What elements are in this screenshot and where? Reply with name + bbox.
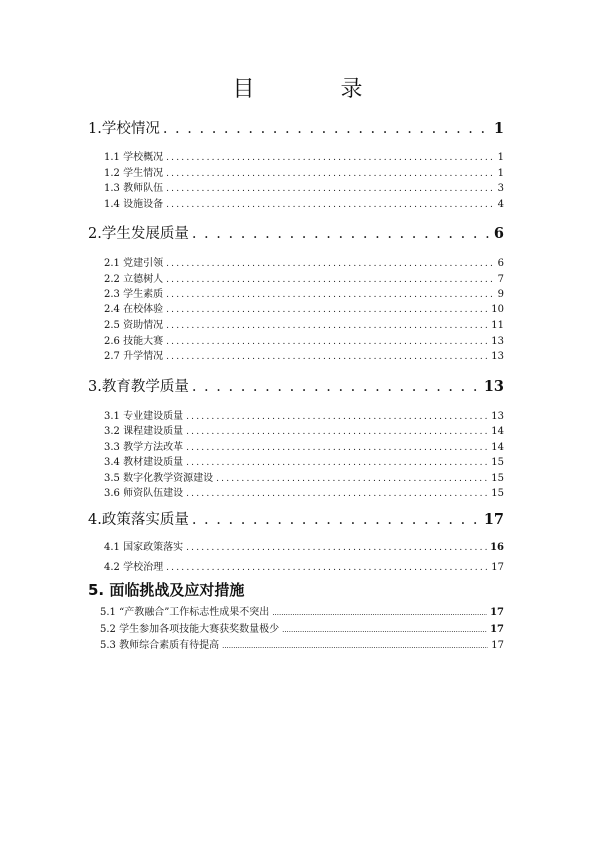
toc-leader-dots: [166, 258, 495, 269]
toc-item-label: 5.2 学生参加各项技能大赛获奖数量极少: [100, 624, 280, 635]
toc-page-number: 13: [491, 411, 504, 422]
toc-item-label: 2.6 技能大赛: [104, 336, 164, 347]
toc-leader-dots: [166, 336, 488, 347]
toc-item-5-1[interactable]: [100, 603, 504, 619]
toc-item-1-1[interactable]: [104, 148, 504, 164]
toc-page-number: 14: [491, 442, 504, 453]
toc-item-label: 4.1 国家政策落实: [104, 542, 184, 553]
toc-item-1-2[interactable]: [104, 164, 504, 180]
toc-page-number: 17: [490, 607, 504, 618]
toc-page-number: 10: [491, 304, 504, 315]
toc-page-number: 1: [493, 120, 504, 137]
toc-item-2-2[interactable]: [104, 270, 504, 286]
toc-item-label: 1.1 学校概况: [104, 152, 164, 163]
toc-item-label: 1.4 设施设备: [104, 199, 164, 210]
toc-item-3-4[interactable]: [104, 453, 504, 469]
toc-leader-dots: [166, 183, 495, 194]
toc-section-4[interactable]: [88, 508, 504, 528]
toc-leader-dots: [166, 199, 495, 210]
toc-item-3-3[interactable]: [104, 438, 504, 454]
toc-item-label: 4.2 学校治理: [104, 562, 164, 573]
toc-leader-dots: [186, 411, 488, 422]
toc-page-number: 3: [497, 183, 504, 194]
toc-item-5-2[interactable]: [100, 620, 504, 636]
page-title: 目 录: [232, 77, 395, 102]
toc-page-number: 17: [483, 511, 504, 528]
toc-leader-dots: [192, 379, 481, 395]
toc-item-3-5[interactable]: [104, 469, 504, 485]
toc-item-2-4[interactable]: [104, 300, 504, 316]
toc-section-label: 5. 面临挑战及应对措施: [88, 581, 245, 599]
toc-item-label: 3.4 教材建设质量: [104, 457, 184, 468]
toc-page-number: 15: [491, 473, 504, 484]
toc-item-label: 5.1 “产教融合”工作标志性成果不突出: [100, 607, 270, 618]
toc-page-number: 13: [491, 336, 504, 347]
toc-item-4-1[interactable]: [104, 538, 504, 554]
toc-item-label: 5.3 教师综合素质有待提高: [100, 640, 220, 651]
toc-page-number: 17: [491, 562, 504, 573]
toc-page-number: 7: [497, 274, 504, 285]
toc-page-number: 9: [497, 289, 504, 300]
toc-item-1-4[interactable]: [104, 195, 504, 211]
toc-page-number: 13: [491, 351, 504, 362]
toc-section-2[interactable]: [88, 222, 504, 242]
toc-item-label: 3.5 数字化教学资源建设: [104, 473, 214, 484]
toc-leader-dots: [192, 512, 481, 528]
toc-item-2-6[interactable]: [104, 332, 504, 348]
toc-leader-dots: [186, 442, 488, 453]
toc-page-number: 15: [491, 488, 504, 499]
toc-page-number: 14: [491, 426, 504, 437]
toc-page-number: 11: [491, 320, 504, 331]
toc-section-label: 2.学生发展质量: [88, 226, 189, 242]
toc-leader-dots: [163, 121, 491, 137]
toc-page-number: 6: [493, 225, 504, 242]
toc-item-label: 2.5 资助情况: [104, 320, 164, 331]
toc-leader-dots: [186, 426, 488, 437]
toc-item-label: 1.3 教师队伍: [104, 183, 164, 194]
toc-leader-dots: [216, 473, 488, 484]
toc-leader-dots: [186, 457, 488, 468]
toc-section-1[interactable]: [88, 117, 504, 137]
toc-item-3-2[interactable]: [104, 422, 504, 438]
toc-item-label: 2.2 立德树人: [104, 274, 164, 285]
toc-page-number: 16: [490, 542, 504, 553]
toc-leader-dots: [186, 542, 487, 553]
toc-section-label: 4.政策落实质量: [88, 512, 189, 528]
toc-leader-dots: [166, 289, 495, 300]
toc-item-2-5[interactable]: [104, 316, 504, 332]
toc-leader-dots: [166, 320, 488, 331]
toc-page-number: 1: [497, 152, 504, 163]
toc-leader-dots: [166, 168, 495, 179]
toc-item-label: 3.2 课程建设质量: [104, 426, 184, 437]
toc-item-3-6[interactable]: [104, 484, 504, 500]
toc-item-2-3[interactable]: [104, 285, 504, 301]
toc-page-number: 13: [483, 378, 504, 395]
toc-item-2-1[interactable]: [104, 254, 504, 270]
toc-page-number: 15: [491, 457, 504, 468]
toc-page-number: 1: [497, 168, 504, 179]
toc-item-label: 3.1 专业建设质量: [104, 411, 184, 422]
toc-leader-dots: [192, 226, 491, 242]
toc-item-label: 2.1 党建引领: [104, 258, 164, 269]
toc-page-number: 4: [497, 199, 504, 210]
toc-item-label: 2.3 学生素质: [104, 289, 164, 300]
toc-leader-dots: [222, 640, 488, 651]
toc-section-label: 3.教育教学质量: [88, 379, 189, 395]
toc-item-label: 3.6 师资队伍建设: [104, 488, 184, 499]
toc-leader-dots: [166, 274, 495, 285]
toc-section-label: 1.学校情况: [88, 121, 160, 137]
toc-item-label: 1.2 学生情况: [104, 168, 164, 179]
toc-page-number: 6: [497, 258, 504, 269]
toc-section-3[interactable]: [88, 375, 504, 395]
toc-leader-dots: [166, 152, 495, 163]
toc-item-label: 2.4 在校体验: [104, 304, 164, 315]
toc-page-number: 17: [491, 640, 504, 651]
toc-leader-dots: [186, 488, 488, 499]
toc-leader-dots: [272, 607, 487, 618]
toc-item-5-3[interactable]: [100, 636, 504, 652]
toc-leader-dots: [166, 351, 488, 362]
toc-item-label: 3.3 教学方法改革: [104, 442, 184, 453]
toc-item-4-2[interactable]: [104, 558, 504, 574]
toc-page-number: 17: [490, 624, 504, 635]
toc-leader-dots: [166, 562, 488, 573]
toc-leader-dots: [282, 624, 487, 635]
toc-item-1-3[interactable]: [104, 179, 504, 195]
toc-section-5[interactable]: [88, 579, 504, 599]
toc-item-label: 2.7 升学情况: [104, 351, 164, 362]
toc-item-3-1[interactable]: [104, 407, 504, 423]
toc-leader-dots: [166, 304, 488, 315]
toc-item-2-7[interactable]: [104, 347, 504, 363]
